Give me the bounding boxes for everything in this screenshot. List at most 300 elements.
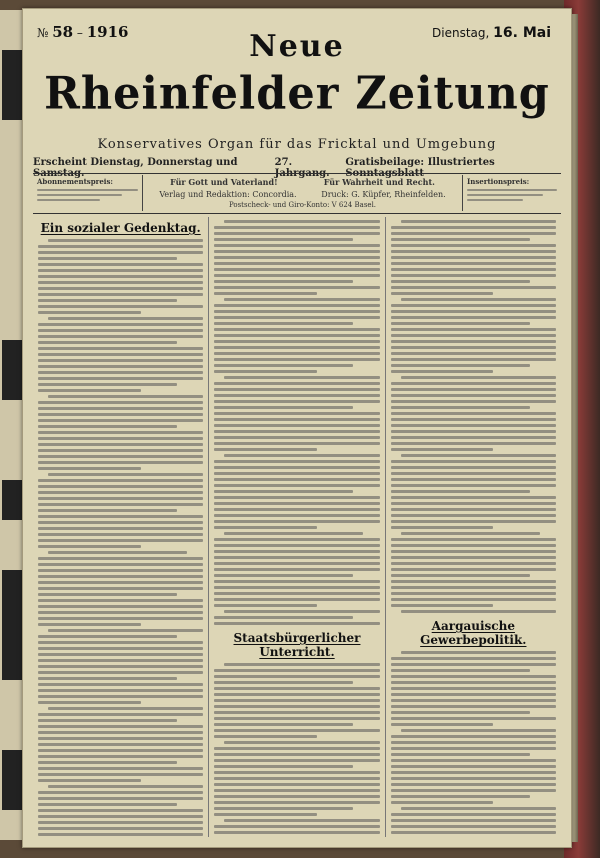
- text-line: [391, 663, 556, 666]
- text-line: [214, 526, 317, 529]
- text-line: [214, 244, 379, 247]
- text-line: [391, 322, 530, 325]
- text-line: [38, 287, 203, 290]
- text-line: [38, 557, 203, 560]
- text-line: [38, 809, 203, 812]
- article-title: Staatsbürgerlicher Unterricht.: [233, 631, 361, 659]
- text-line: [214, 562, 379, 565]
- info-bar: [33, 175, 561, 211]
- text-line: [214, 789, 379, 792]
- text-line: [391, 292, 494, 295]
- text-line: [214, 735, 317, 738]
- text-line: [38, 767, 203, 770]
- text-line: [391, 783, 556, 786]
- text-line: [214, 436, 379, 439]
- text-line: [38, 269, 203, 272]
- text-line: [48, 395, 203, 398]
- text-line: [38, 737, 203, 740]
- column-2: [209, 217, 385, 837]
- text-line: [214, 717, 379, 720]
- text-line: [38, 773, 203, 776]
- text-line: [48, 551, 187, 554]
- text-line: [391, 238, 530, 241]
- text-line: [401, 298, 556, 301]
- text-line: [214, 777, 379, 780]
- text-line: [214, 747, 379, 750]
- text-line: [214, 226, 379, 229]
- text-line: [48, 629, 203, 632]
- text-line: [38, 443, 203, 446]
- text-line: [214, 520, 379, 523]
- text-line: [214, 586, 379, 589]
- text-line: [391, 262, 556, 265]
- text-line: [391, 717, 556, 720]
- text-line: [38, 569, 203, 572]
- text-line: [391, 448, 494, 451]
- text-line: [391, 430, 556, 433]
- text-line: [391, 550, 556, 553]
- text-line: [214, 430, 379, 433]
- text-line: [38, 245, 203, 248]
- text-line: [38, 701, 141, 704]
- text-line: [48, 785, 203, 788]
- text-line: [214, 508, 379, 511]
- text-line: [391, 334, 556, 337]
- text-line: [391, 310, 556, 313]
- text-line: [214, 412, 379, 415]
- text-line: [38, 419, 203, 422]
- text-line: [214, 418, 379, 421]
- text-line: [214, 478, 379, 481]
- column-1: [33, 217, 209, 837]
- text-line: [214, 759, 379, 762]
- text-line: [38, 605, 203, 608]
- text-line: [214, 831, 379, 834]
- text-line: [224, 532, 363, 535]
- text-line: [38, 515, 203, 518]
- text-line: [214, 358, 379, 361]
- text-line: [38, 575, 203, 578]
- text-line: [38, 527, 203, 530]
- text-line: [214, 687, 379, 690]
- text-line: [391, 250, 556, 253]
- issue-number: № 58 – 1916: [37, 23, 129, 41]
- printer: Druck: G. Küpfer, Rheinfelden.: [321, 190, 446, 199]
- text-line: [38, 323, 203, 326]
- text-line: [391, 268, 556, 271]
- text-line: [214, 322, 353, 325]
- text-line: [38, 599, 203, 602]
- text-line: [391, 256, 556, 259]
- text-line: [38, 449, 203, 452]
- text-line: [38, 425, 177, 428]
- text-line: [38, 713, 203, 716]
- text-line: [214, 723, 353, 726]
- text-line: [214, 334, 379, 337]
- text-line: [401, 376, 556, 379]
- text-line: [391, 418, 556, 421]
- text-line: [214, 466, 379, 469]
- masthead-title-top: Neue: [249, 29, 345, 64]
- text-line: [38, 743, 203, 746]
- text-line: [38, 587, 203, 590]
- text-line: [214, 352, 379, 355]
- text-line: [391, 765, 556, 768]
- article-text: [214, 220, 379, 625]
- text-line: [214, 538, 379, 541]
- text-line: [224, 819, 379, 822]
- text-line: [38, 329, 203, 332]
- text-line: [214, 280, 353, 283]
- text-line: [214, 490, 353, 493]
- text-line: [38, 305, 203, 308]
- text-line: [391, 538, 556, 541]
- text-line: [214, 675, 379, 678]
- text-line: [38, 485, 203, 488]
- motto-right: Für Wahrheit und Recht.: [323, 177, 435, 187]
- text-line: [214, 502, 379, 505]
- text-line: [214, 699, 379, 702]
- text-line: [391, 244, 556, 247]
- text-line: [38, 407, 203, 410]
- text-line: [38, 545, 141, 548]
- text-line: [38, 647, 203, 650]
- text-line: [38, 455, 203, 458]
- text-line: [214, 442, 379, 445]
- text-line: [391, 352, 556, 355]
- text-line: [401, 454, 556, 457]
- text-line: [391, 741, 556, 744]
- text-line: [214, 316, 379, 319]
- text-line: [38, 461, 203, 464]
- text-line: [38, 341, 177, 344]
- text-line: [401, 807, 556, 810]
- text-line: [214, 550, 379, 553]
- text-line: [38, 365, 203, 368]
- postal-account: Postscheck- und Giro-Konto: V 624 Basel.: [228, 201, 377, 209]
- text-line: [38, 797, 203, 800]
- text-line: [214, 604, 317, 607]
- text-line: [391, 484, 556, 487]
- text-line: [38, 437, 203, 440]
- text-line: [214, 364, 353, 367]
- text-line: [38, 413, 203, 416]
- text-line: [391, 568, 556, 571]
- text-line: [214, 472, 379, 475]
- text-line: [48, 473, 203, 476]
- text-line: [401, 729, 556, 732]
- text-line: [38, 695, 203, 698]
- text-line: [214, 574, 353, 577]
- text-line: [391, 562, 556, 565]
- text-line: [38, 677, 177, 680]
- text-line: [38, 263, 203, 266]
- text-line: [214, 765, 353, 768]
- text-line: [38, 671, 203, 674]
- text-line: [391, 580, 556, 583]
- article-text: [38, 239, 203, 837]
- text-line: [391, 316, 556, 319]
- text-line: [214, 448, 317, 451]
- text-line: [38, 347, 203, 350]
- text-line: [38, 377, 203, 380]
- text-line: [214, 310, 379, 313]
- text-line: [391, 592, 556, 595]
- text-line: [214, 238, 353, 241]
- text-line: [391, 436, 556, 439]
- text-line: [214, 807, 353, 810]
- text-line: [391, 478, 556, 481]
- text-line: [391, 364, 530, 367]
- text-line: [391, 514, 556, 517]
- text-line: [38, 281, 203, 284]
- text-line: [214, 382, 379, 385]
- text-line: [38, 383, 177, 386]
- text-line: [391, 460, 556, 463]
- text-line: [391, 556, 556, 559]
- text-line: [214, 400, 379, 403]
- text-line: [214, 783, 379, 786]
- text-line: [391, 388, 556, 391]
- text-line: [391, 466, 556, 469]
- text-line: [391, 723, 494, 726]
- text-line: [38, 431, 203, 434]
- text-line: [391, 544, 556, 547]
- text-line: [38, 275, 203, 278]
- text-line: [391, 777, 556, 780]
- text-line: [214, 250, 379, 253]
- text-line: [214, 616, 353, 619]
- text-line: [224, 663, 379, 666]
- text-line: [391, 711, 530, 714]
- text-line: [38, 509, 177, 512]
- text-line: [391, 819, 556, 822]
- text-line: [38, 353, 203, 356]
- text-line: [214, 484, 379, 487]
- text-line: [38, 731, 203, 734]
- text-line: [48, 239, 203, 242]
- text-line: [391, 795, 530, 798]
- text-line: [214, 460, 379, 463]
- text-line: [391, 286, 556, 289]
- text-line: [214, 328, 379, 331]
- text-line: [214, 711, 379, 714]
- text-line: [391, 669, 530, 672]
- text-line: [38, 533, 203, 536]
- text-line: [401, 651, 556, 654]
- text-line: [38, 803, 177, 806]
- text-line: [391, 412, 556, 415]
- text-line: [48, 707, 203, 710]
- article-columns: [33, 217, 561, 837]
- text-line: [391, 675, 556, 678]
- text-line: [214, 544, 379, 547]
- text-line: [38, 251, 203, 254]
- text-line: [38, 299, 177, 302]
- text-line: [391, 825, 556, 828]
- text-line: [38, 359, 203, 362]
- advertising-box: Insertionspreis:: [463, 175, 561, 211]
- text-line: [38, 311, 141, 314]
- text-line: [401, 532, 540, 535]
- article-title: Aargauische Gewerbepolitik.: [420, 619, 527, 647]
- text-line: [38, 827, 203, 830]
- text-line: [391, 496, 556, 499]
- publication-schedule: Erscheint Dienstag, Donnerstag und Samstag.: [33, 157, 238, 179]
- text-line: [214, 825, 379, 828]
- text-line: [214, 801, 379, 804]
- text-line: [38, 635, 177, 638]
- text-line: [391, 657, 556, 660]
- text-line: [38, 821, 203, 824]
- text-line: [38, 833, 203, 836]
- text-line: [391, 586, 556, 589]
- publication-supplement: Gratisbeilage: Illustriertes Sonntagsblatt: [345, 157, 495, 179]
- column-3: [386, 217, 561, 837]
- text-line: [391, 687, 556, 690]
- text-line: [214, 681, 353, 684]
- text-line: [38, 719, 177, 722]
- text-line: [391, 520, 556, 523]
- text-line: [214, 669, 379, 672]
- text-line: [391, 394, 556, 397]
- text-line: [214, 598, 379, 601]
- text-line: [214, 346, 379, 349]
- text-line: [391, 598, 556, 601]
- issue-date: Dienstag, 16. Mai: [432, 25, 551, 41]
- text-line: [38, 611, 203, 614]
- text-line: [38, 521, 203, 524]
- text-line: [391, 681, 556, 684]
- text-line: [214, 424, 379, 427]
- text-line: [214, 262, 379, 265]
- text-line: [224, 610, 379, 613]
- text-line: [391, 508, 556, 511]
- text-line: [38, 725, 203, 728]
- text-line: [214, 292, 317, 295]
- text-line: [391, 472, 556, 475]
- text-line: [224, 298, 379, 301]
- text-line: [38, 779, 141, 782]
- text-line: [38, 257, 177, 260]
- text-line: [391, 789, 556, 792]
- text-line: [214, 753, 379, 756]
- text-line: [391, 400, 556, 403]
- text-line: [38, 641, 203, 644]
- text-line: [214, 795, 379, 798]
- text-line: [214, 514, 379, 517]
- masthead-title: Rheinfelder Zeitung: [44, 67, 550, 121]
- text-line: [38, 683, 203, 686]
- text-line: [38, 755, 203, 758]
- text-line: [391, 382, 556, 385]
- text-line: [214, 592, 379, 595]
- text-line: [214, 813, 317, 816]
- text-line: [391, 340, 556, 343]
- text-line: [38, 617, 203, 620]
- text-line: [214, 622, 379, 625]
- text-line: [224, 454, 379, 457]
- text-line: [214, 771, 379, 774]
- text-line: [214, 693, 379, 696]
- text-line: [391, 699, 556, 702]
- text-line: [38, 293, 203, 296]
- text-line: [48, 317, 203, 320]
- text-line: [391, 502, 556, 505]
- text-line: [391, 304, 556, 307]
- text-line: [391, 328, 556, 331]
- text-line: [214, 388, 379, 391]
- text-line: [38, 749, 203, 752]
- text-line: [391, 274, 556, 277]
- text-line: [391, 346, 556, 349]
- text-line: [391, 813, 556, 816]
- text-line: [38, 653, 203, 656]
- text-line: [391, 232, 556, 235]
- text-line: [38, 539, 203, 542]
- article-text: [391, 651, 556, 837]
- text-line: [391, 759, 556, 762]
- text-line: [214, 274, 379, 277]
- text-line: [214, 406, 353, 409]
- text-line: [391, 693, 556, 696]
- text-line: [38, 497, 203, 500]
- text-line: [214, 580, 379, 583]
- text-line: [391, 753, 530, 756]
- text-line: [214, 556, 379, 559]
- text-line: [391, 406, 530, 409]
- text-line: [38, 563, 203, 566]
- article-text: [391, 220, 556, 613]
- publisher: Verlag und Redaktion: Concordia.: [159, 190, 297, 199]
- text-line: [214, 729, 379, 732]
- text-line: [214, 286, 379, 289]
- text-line: [38, 659, 203, 662]
- motto-left: Für Gott und Vaterland!: [170, 177, 278, 187]
- text-line: [391, 280, 530, 283]
- text-line: [214, 705, 379, 708]
- text-line: [38, 503, 203, 506]
- text-line: [391, 226, 556, 229]
- text-line: [214, 340, 379, 343]
- divider: [33, 213, 561, 214]
- text-line: [38, 371, 203, 374]
- text-line: [38, 791, 203, 794]
- text-line: [401, 220, 556, 223]
- text-line: [214, 370, 317, 373]
- text-line: [391, 574, 530, 577]
- text-line: [38, 623, 141, 626]
- text-line: [38, 581, 203, 584]
- text-line: [391, 358, 556, 361]
- text-line: [391, 442, 556, 445]
- text-line: [214, 232, 379, 235]
- article-title: Ein sozialer Gedenktag.: [40, 221, 201, 235]
- text-line: [38, 389, 141, 392]
- text-line: [391, 801, 494, 804]
- text-line: [214, 268, 379, 271]
- publisher-box: [143, 175, 463, 211]
- text-line: [214, 496, 379, 499]
- text-line: [214, 256, 379, 259]
- text-line: [38, 593, 177, 596]
- publication-volume: 27. Jahrgang.: [274, 157, 330, 179]
- text-line: [391, 604, 494, 607]
- subscription-box: Abonnementspreis:: [33, 175, 143, 211]
- text-line: [391, 526, 494, 529]
- text-line: [38, 401, 203, 404]
- text-line: [391, 370, 494, 373]
